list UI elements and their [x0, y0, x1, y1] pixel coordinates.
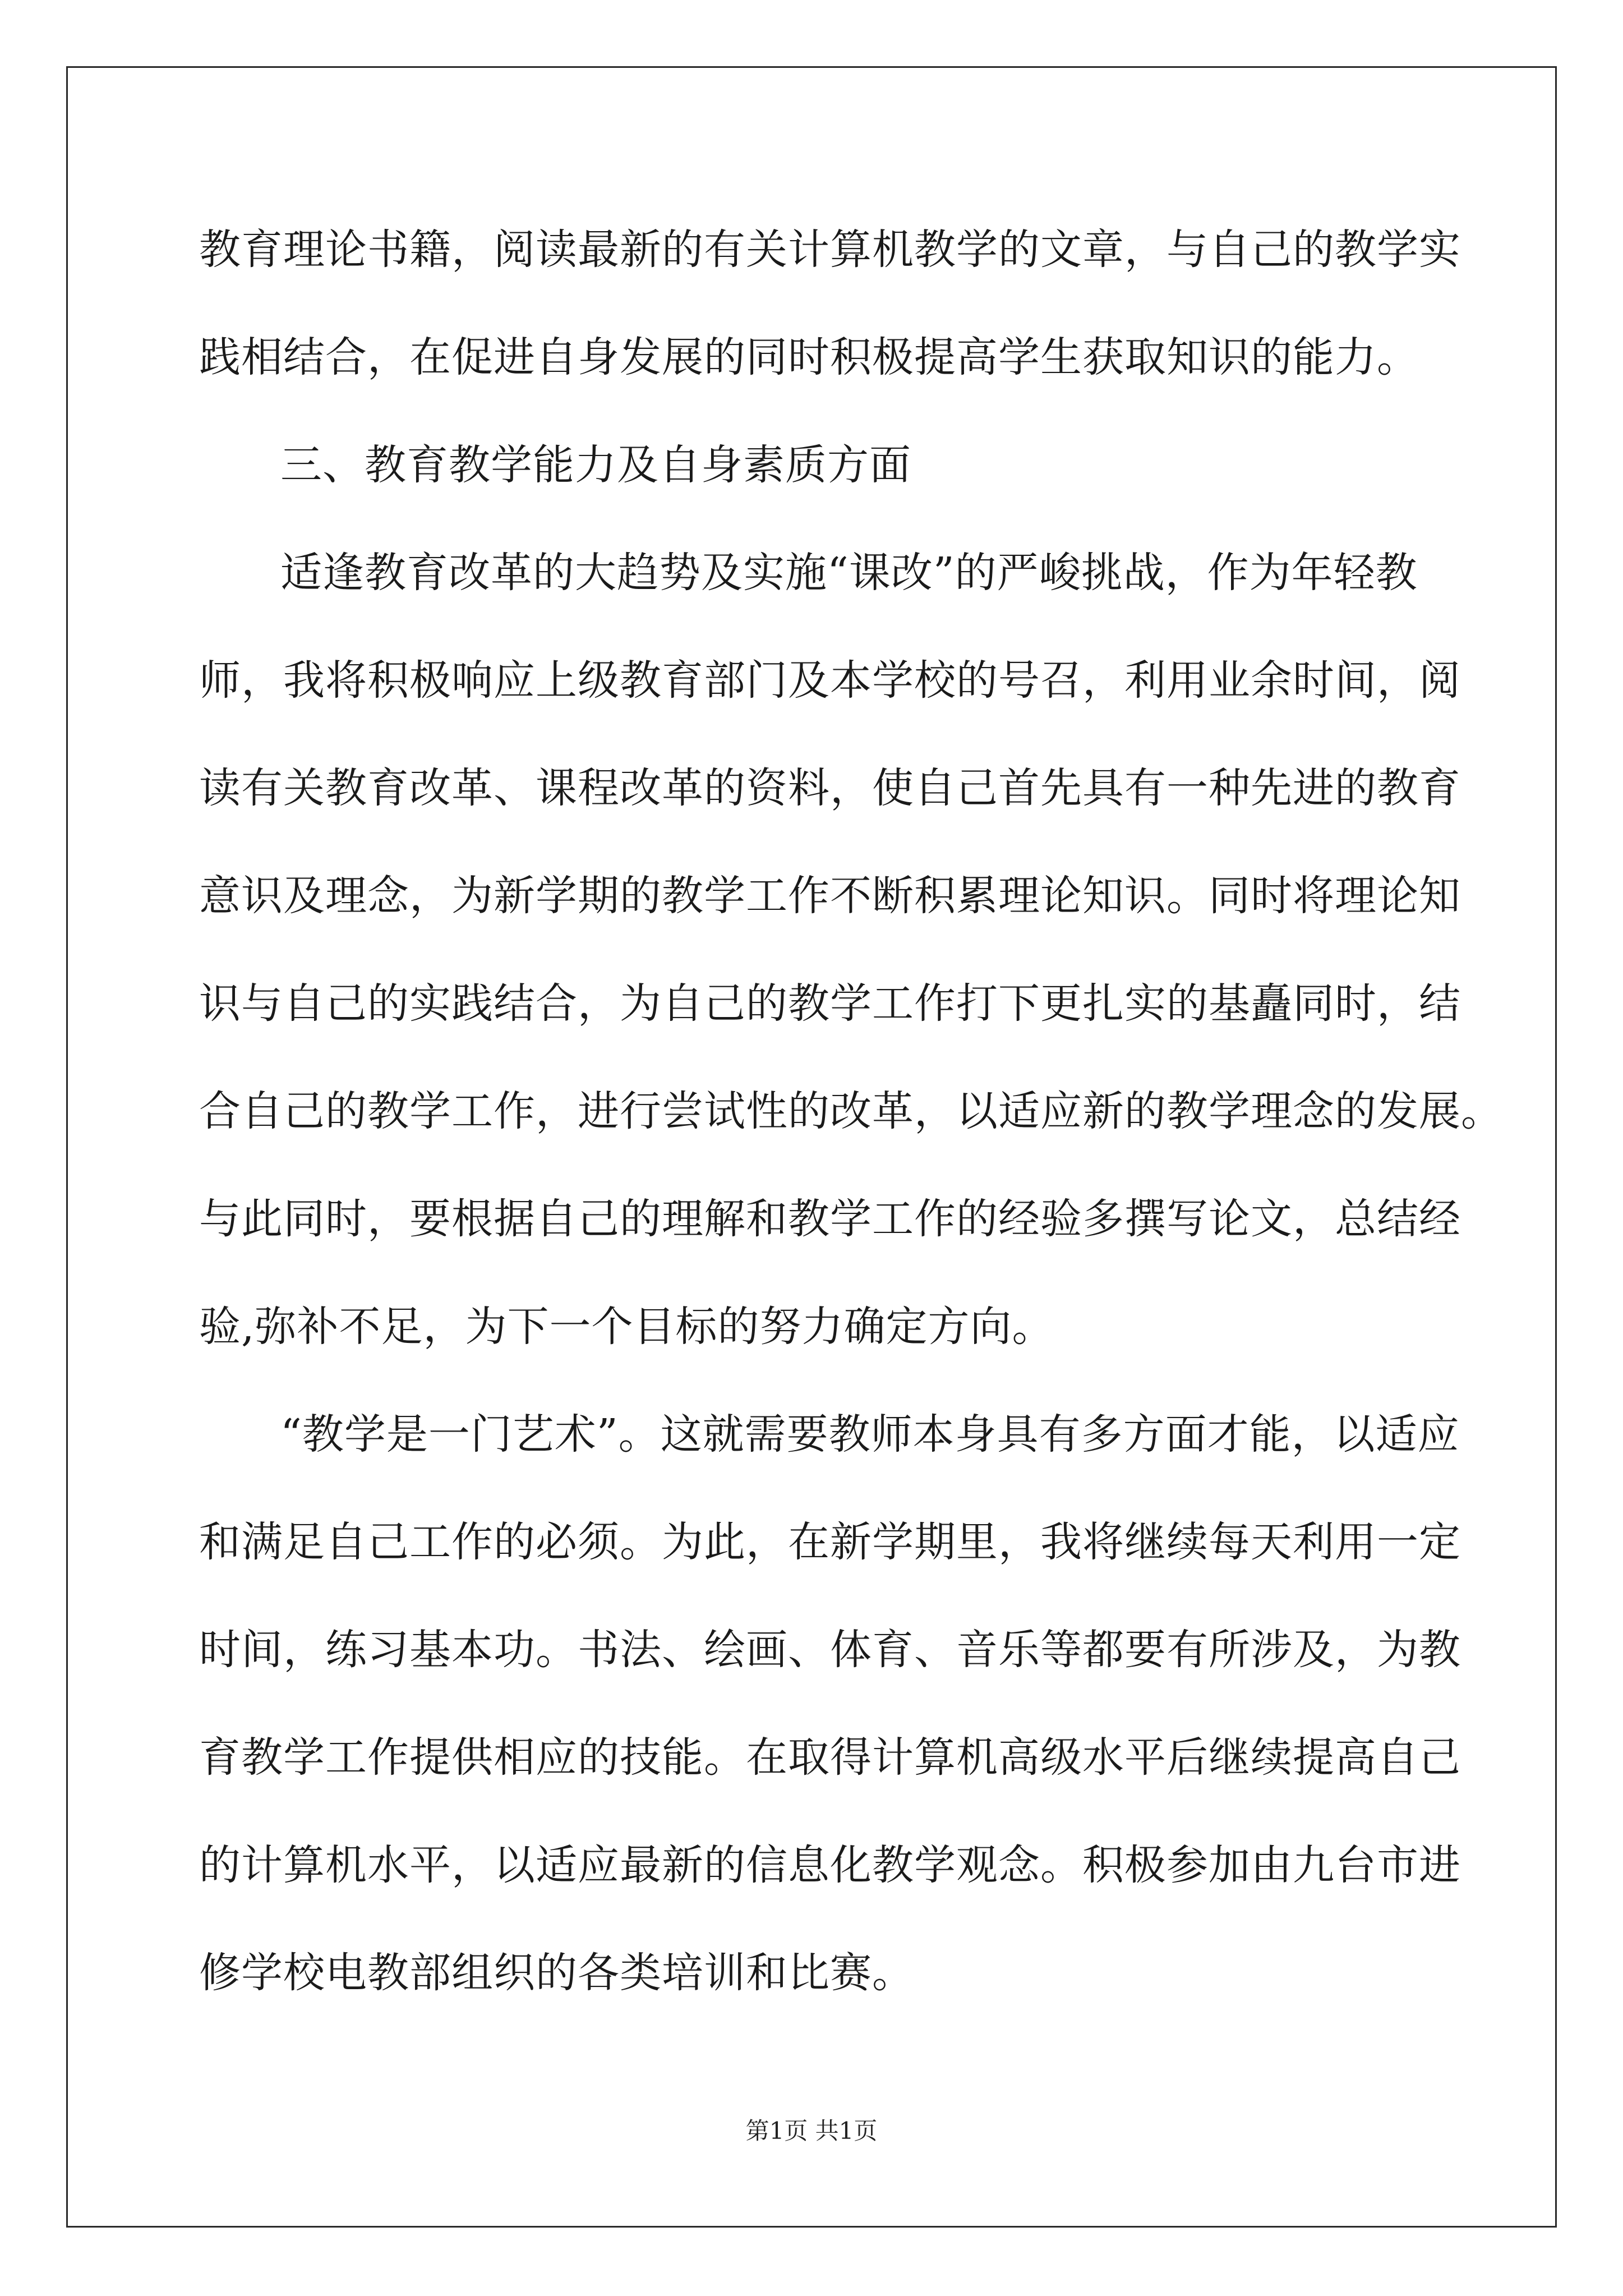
text-line: 修学校电教部组织的各类培训和比赛。: [199, 1949, 914, 1997]
text-line: 和满足自己工作的必须。为此，在新学期里，我将继续每天利用一定: [199, 1518, 1461, 1566]
text-line: 师，我将积极响应上级教育部门及本学校的号召，利用业余时间，阅: [199, 656, 1461, 705]
text-line: “教学是一门艺术”。这就需要教师本身具有多方面才能，以适应: [280, 1410, 1460, 1458]
text-line: 验,弥补不足，为下一个目标的努力确定方向。: [199, 1303, 1054, 1351]
text-line: 读有关教育改革、课程改革的资料，使自己首先具有一种先进的教育: [199, 764, 1461, 812]
section-heading: 三、教育教学能力及自身素质方面: [280, 441, 911, 489]
text-line: 践相结合，在促进自身发展的同时积极提高学生获取知识的能力。: [199, 333, 1419, 381]
text-line: 与此同时，要根据自己的理解和教学工作的经验多撰写论文，总结经: [199, 1195, 1461, 1243]
text-line: 教育理论书籍，阅读最新的有关计算机教学的文章，与自己的教学实: [199, 226, 1461, 274]
text-line: 育教学工作提供相应的技能。在取得计算机高级水平后继续提高自己: [199, 1733, 1461, 1782]
text-line: 时间，练习基本功。书法、绘画、体育、音乐等都要有所涉及，为教: [199, 1626, 1461, 1674]
text-line: 合自己的教学工作，进行尝试性的改革，以适应新的教学理念的发展。: [199, 1087, 1503, 1135]
text-line: 意识及理念，为新学期的教学工作不断积累理论知识。同时将理论知: [199, 872, 1461, 920]
text-line: 的计算机水平，以适应最新的信息化教学观念。积极参加由九台市进: [199, 1841, 1461, 1889]
text-line: 识与自己的实践结合，为自己的教学工作打下更扎实的基矗同时，结: [199, 979, 1461, 1028]
text-line: 适逢教育改革的大趋势及实施“课改”的严峻挑战，作为年轻教: [280, 549, 1418, 597]
page-footer: 第1页 共1页: [745, 2117, 878, 2145]
page-border: [66, 66, 1557, 2228]
